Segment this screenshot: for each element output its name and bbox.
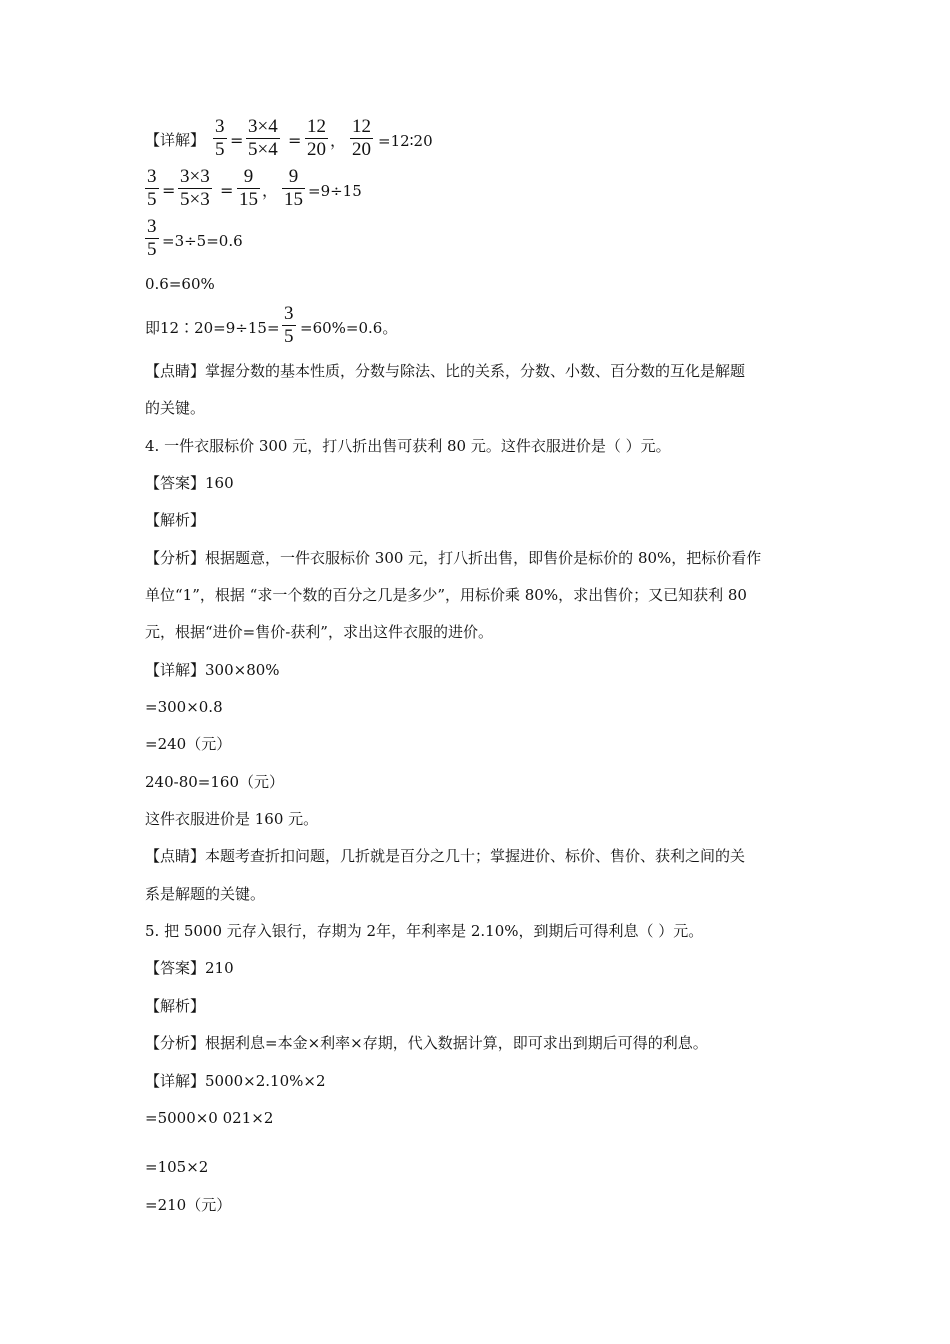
equals-sign: = bbox=[288, 131, 302, 150]
fraction bbox=[282, 166, 305, 211]
numerator: 3 bbox=[147, 216, 157, 237]
denominator: 5 bbox=[147, 189, 157, 210]
division-result: =9÷15 bbox=[308, 182, 362, 200]
detail-line: 这件衣服进价是 160 元。 bbox=[145, 810, 319, 828]
fraction bbox=[145, 216, 159, 261]
numerator: 9 bbox=[288, 166, 299, 187]
comma: ， bbox=[330, 131, 347, 150]
answer-4: 【答案】160 bbox=[145, 474, 234, 492]
fraction bbox=[145, 166, 159, 211]
fraction bbox=[282, 303, 296, 348]
detail-line: 【详解】5000×2.10%×2 bbox=[145, 1072, 326, 1090]
fraction bbox=[237, 166, 260, 211]
numerator: 3×3 bbox=[180, 166, 210, 187]
equals-sign: = bbox=[230, 131, 244, 150]
denominator: 15 bbox=[284, 189, 303, 210]
analysis-line: 元，根据“进价=售价-获利”，求出这件衣服的进价。 bbox=[145, 623, 493, 641]
tip-line: 系是解题的关键。 bbox=[145, 885, 266, 903]
denominator: 5 bbox=[147, 239, 157, 260]
numerator: 9 bbox=[243, 166, 254, 187]
answer-5: 【答案】210 bbox=[145, 959, 234, 977]
analysis-line: 【分析】根据利息=本金×利率×存期，代入数据计算，即可求出到期后可得的利息。 bbox=[145, 1034, 708, 1052]
decimal-result: =3÷5=0.6 bbox=[162, 232, 243, 250]
numerator: 12 bbox=[307, 116, 326, 137]
detail-line: 240-80=160（元） bbox=[145, 773, 284, 791]
detail-line: =5000×0 021×2 bbox=[145, 1109, 274, 1127]
numerator: 12 bbox=[352, 116, 371, 137]
numerator: 3 bbox=[215, 116, 225, 137]
question-4: 4. 一件衣服标价 300 元，打八折出售可获利 80 元。这件衣服进价是（ ）元。 bbox=[145, 437, 671, 455]
detail-line: 【详解】300×80% bbox=[145, 661, 280, 679]
numerator: 3 bbox=[147, 166, 157, 187]
fraction bbox=[213, 116, 227, 161]
comma: ， bbox=[262, 181, 279, 200]
ratio-result: =12∶20 bbox=[378, 132, 433, 150]
numerator: 3×4 bbox=[248, 116, 278, 137]
detail-line: =105×2 bbox=[145, 1158, 209, 1176]
analysis-heading-5: 【解析】 bbox=[145, 997, 206, 1015]
detail-line: =240（元） bbox=[145, 735, 232, 753]
denominator: 15 bbox=[239, 189, 258, 210]
percent-line: 0.6=60% bbox=[145, 275, 215, 293]
denominator: 5×3 bbox=[180, 189, 210, 210]
denominator: 5 bbox=[284, 326, 294, 347]
equals-sign: = bbox=[162, 181, 176, 200]
denominator: 20 bbox=[307, 139, 326, 160]
fraction bbox=[246, 116, 280, 161]
detail-line: =210（元） bbox=[145, 1196, 232, 1214]
detail-line: =300×0.8 bbox=[145, 698, 223, 716]
tip-line: 【点睛】本题考查折扣问题，几折就是百分之几十；掌握进价、标价、售价、获利之间的关 bbox=[145, 847, 746, 865]
explanation-label: 【详解】 bbox=[145, 131, 206, 149]
denominator: 5×4 bbox=[248, 139, 278, 160]
fraction bbox=[350, 116, 373, 161]
analysis-line: 【分析】根据题意，一件衣服标价 300 元，打八折出售，即售价是标价的 80%，把标价看作 bbox=[145, 549, 762, 567]
tip-line: 【点睛】掌握分数的基本性质，分数与除法、比的关系，分数、小数、百分数的互化是解题 bbox=[145, 362, 746, 380]
fraction bbox=[305, 116, 328, 161]
numerator: 3 bbox=[284, 303, 294, 324]
denominator: 5 bbox=[215, 139, 225, 160]
analysis-line: 单位“1”，根据 “求一个数的百分之几是多少”，用标价乘 80%，求出售价；又已知获利 80 bbox=[145, 586, 747, 604]
question-5: 5. 把 5000 元存入银行，存期为 2年，年利率是 2.10%，到期后可得利息（ ）元。 bbox=[145, 922, 704, 940]
fraction bbox=[178, 166, 212, 211]
equals-sign: = bbox=[220, 181, 234, 200]
summary-prefix: 即12∶20=9÷15= bbox=[145, 319, 280, 337]
denominator: 20 bbox=[352, 139, 371, 160]
analysis-heading-4: 【解析】 bbox=[145, 511, 206, 529]
summary-tail: =60%=0.6。 bbox=[300, 319, 398, 337]
tip-line: 的关键。 bbox=[145, 399, 206, 417]
